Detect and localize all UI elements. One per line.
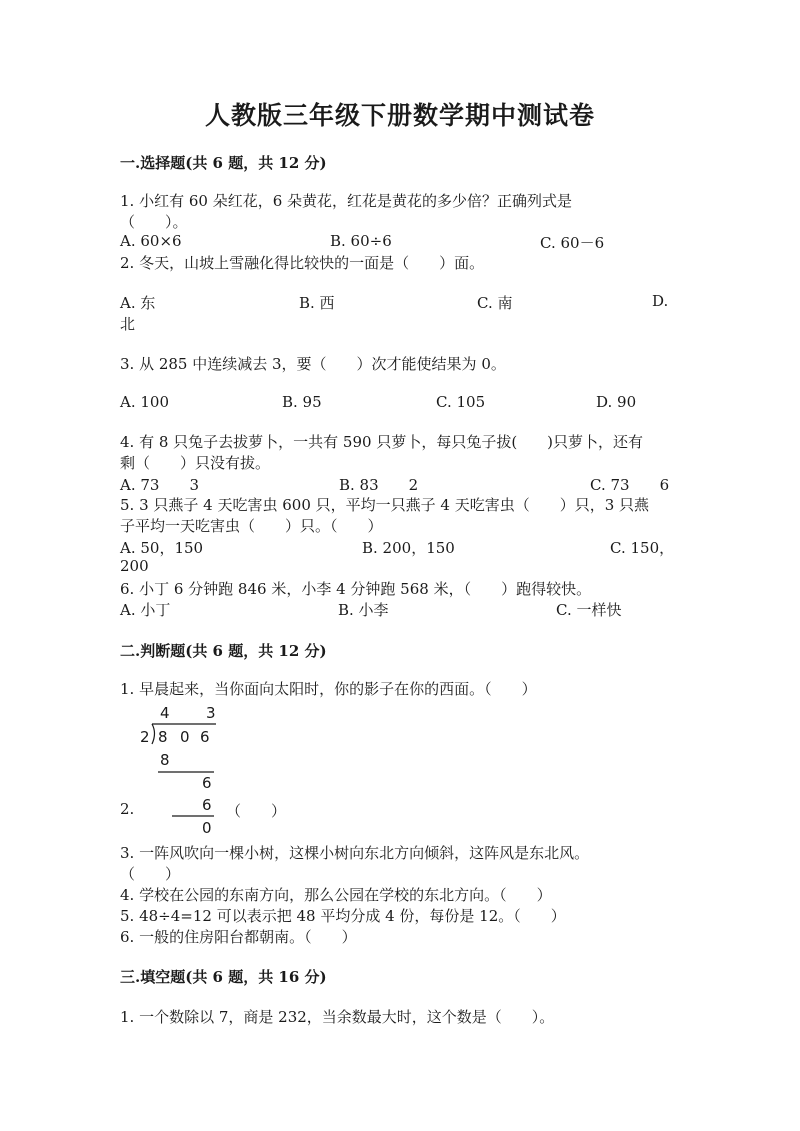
choice-q3-option-d: D. 90 <box>596 393 637 411</box>
section-heading-judge: 二.判断题(共 6 题，共 12 分) <box>120 642 327 660</box>
page-title: 人教版三年级下册数学期中测试卷 <box>204 101 595 130</box>
choice-q5-line2: 子平均一天吃害虫（ ）只。（ ） <box>120 517 383 535</box>
choice-q1-option-b: B. 60÷6 <box>330 232 392 250</box>
choice-q1-option-c: C. 60－6 <box>540 234 605 252</box>
choice-q6-option-c: C. 一样快 <box>556 601 622 619</box>
choice-q2-option-c: C. 南 <box>477 294 513 312</box>
choice-q5-option-c-wrap: 200 <box>120 557 149 575</box>
judge-q3-line2: （ ） <box>120 865 181 883</box>
choice-q3-option-a: A. 100 <box>120 393 169 411</box>
choice-q2-option-d: D. <box>652 292 669 310</box>
choice-q4-option-c: C. 73 6 <box>590 476 670 494</box>
choice-q2-option-d-wrap: 北 <box>120 315 136 333</box>
choice-q6-option-b: B. 小李 <box>338 601 389 619</box>
choice-q4-option-b: B. 83 2 <box>339 476 419 494</box>
division-bracket <box>152 724 155 744</box>
division-step-product: 6 <box>202 796 212 814</box>
division-dividend-digit: 0 <box>180 728 190 746</box>
division-divisor: 2 <box>140 728 150 746</box>
long-division-figure <box>136 702 236 842</box>
choice-q3-stem: 3. 从 285 中连续减去 3，要（ ）次才能使结果为 0。 <box>120 355 506 373</box>
choice-q3-option-c: C. 105 <box>436 393 486 411</box>
choice-q2-stem: 2. 冬天，山坡上雪融化得比较快的一面是（ ）面。 <box>120 254 485 272</box>
choice-q4-line2: 剩（ ）只没有拔。 <box>120 454 271 472</box>
division-step-remainder: 6 <box>202 774 212 792</box>
choice-q6-option-a: A. 小丁 <box>120 601 171 619</box>
division-quotient-digit: 3 <box>206 704 216 722</box>
choice-q1-line1: 1. 小红有 60 朵红花，6 朵黄花，红花是黄花的多少倍？正确列式是 <box>120 192 573 210</box>
choice-q5-option-b: B. 200，150 <box>362 539 455 557</box>
choice-q2-option-a: A. 东 <box>120 294 156 312</box>
choice-q5-option-c: C. 150， <box>610 539 675 557</box>
choice-q3-option-b: B. 95 <box>282 393 322 411</box>
judge-q6: 6. 一般的住房阳台都朝南。（ ） <box>120 928 357 946</box>
judge-q5: 5. 48÷4=12 可以表示把 48 平均分成 4 份，每份是 12。（ ） <box>120 907 566 925</box>
judge-q2-paren: （ ） <box>226 802 287 820</box>
choice-q4-line1: 4. 有 8 只兔子去拔萝卜，一共有 590 只萝卜，每只兔子拔( )只萝卜，还有 <box>120 433 644 451</box>
judge-q3-line1: 3. 一阵风吹向一棵小树，这棵小树向东北方向倾斜，这阵风是东北风。 <box>120 844 590 862</box>
judge-q2-number: 2. <box>120 800 135 818</box>
section-heading-fill: 三.填空题(共 6 题，共 16 分) <box>120 968 327 986</box>
division-dividend-digit: 8 <box>158 728 168 746</box>
division-step-product: 8 <box>160 751 170 769</box>
choice-q4-option-a: A. 73 3 <box>120 476 199 494</box>
choice-q5-option-a: A. 50，150 <box>120 539 204 557</box>
division-dividend-digit: 6 <box>200 728 210 746</box>
fill-q1: 1. 一个数除以 7，商是 232，当余数最大时，这个数是（ ）。 <box>120 1008 555 1026</box>
choice-q5-line1: 5. 3 只燕子 4 天吃害虫 600 只，平均一只燕子 4 天吃害虫（ ）只，3 只燕 <box>120 496 650 514</box>
choice-q1-option-a: A. 60×6 <box>120 232 182 250</box>
division-quotient-digit: 4 <box>160 704 170 722</box>
judge-q4: 4. 学校在公园的东南方向，那么公园在学校的东北方向。（ ） <box>120 886 552 904</box>
choice-q1-line2: （ ）。 <box>120 213 188 231</box>
section-heading-choice: 一.选择题(共 6 题，共 12 分) <box>120 154 327 172</box>
choice-q2-option-b: B. 西 <box>299 294 335 312</box>
judge-q1: 1. 早晨起来，当你面向太阳时，你的影子在你的西面。（ ） <box>120 680 537 698</box>
choice-q6-stem: 6. 小丁 6 分钟跑 846 米，小李 4 分钟跑 568 米，（ ）跑得较快。 <box>120 580 592 598</box>
division-final-remainder: 0 <box>202 819 212 837</box>
